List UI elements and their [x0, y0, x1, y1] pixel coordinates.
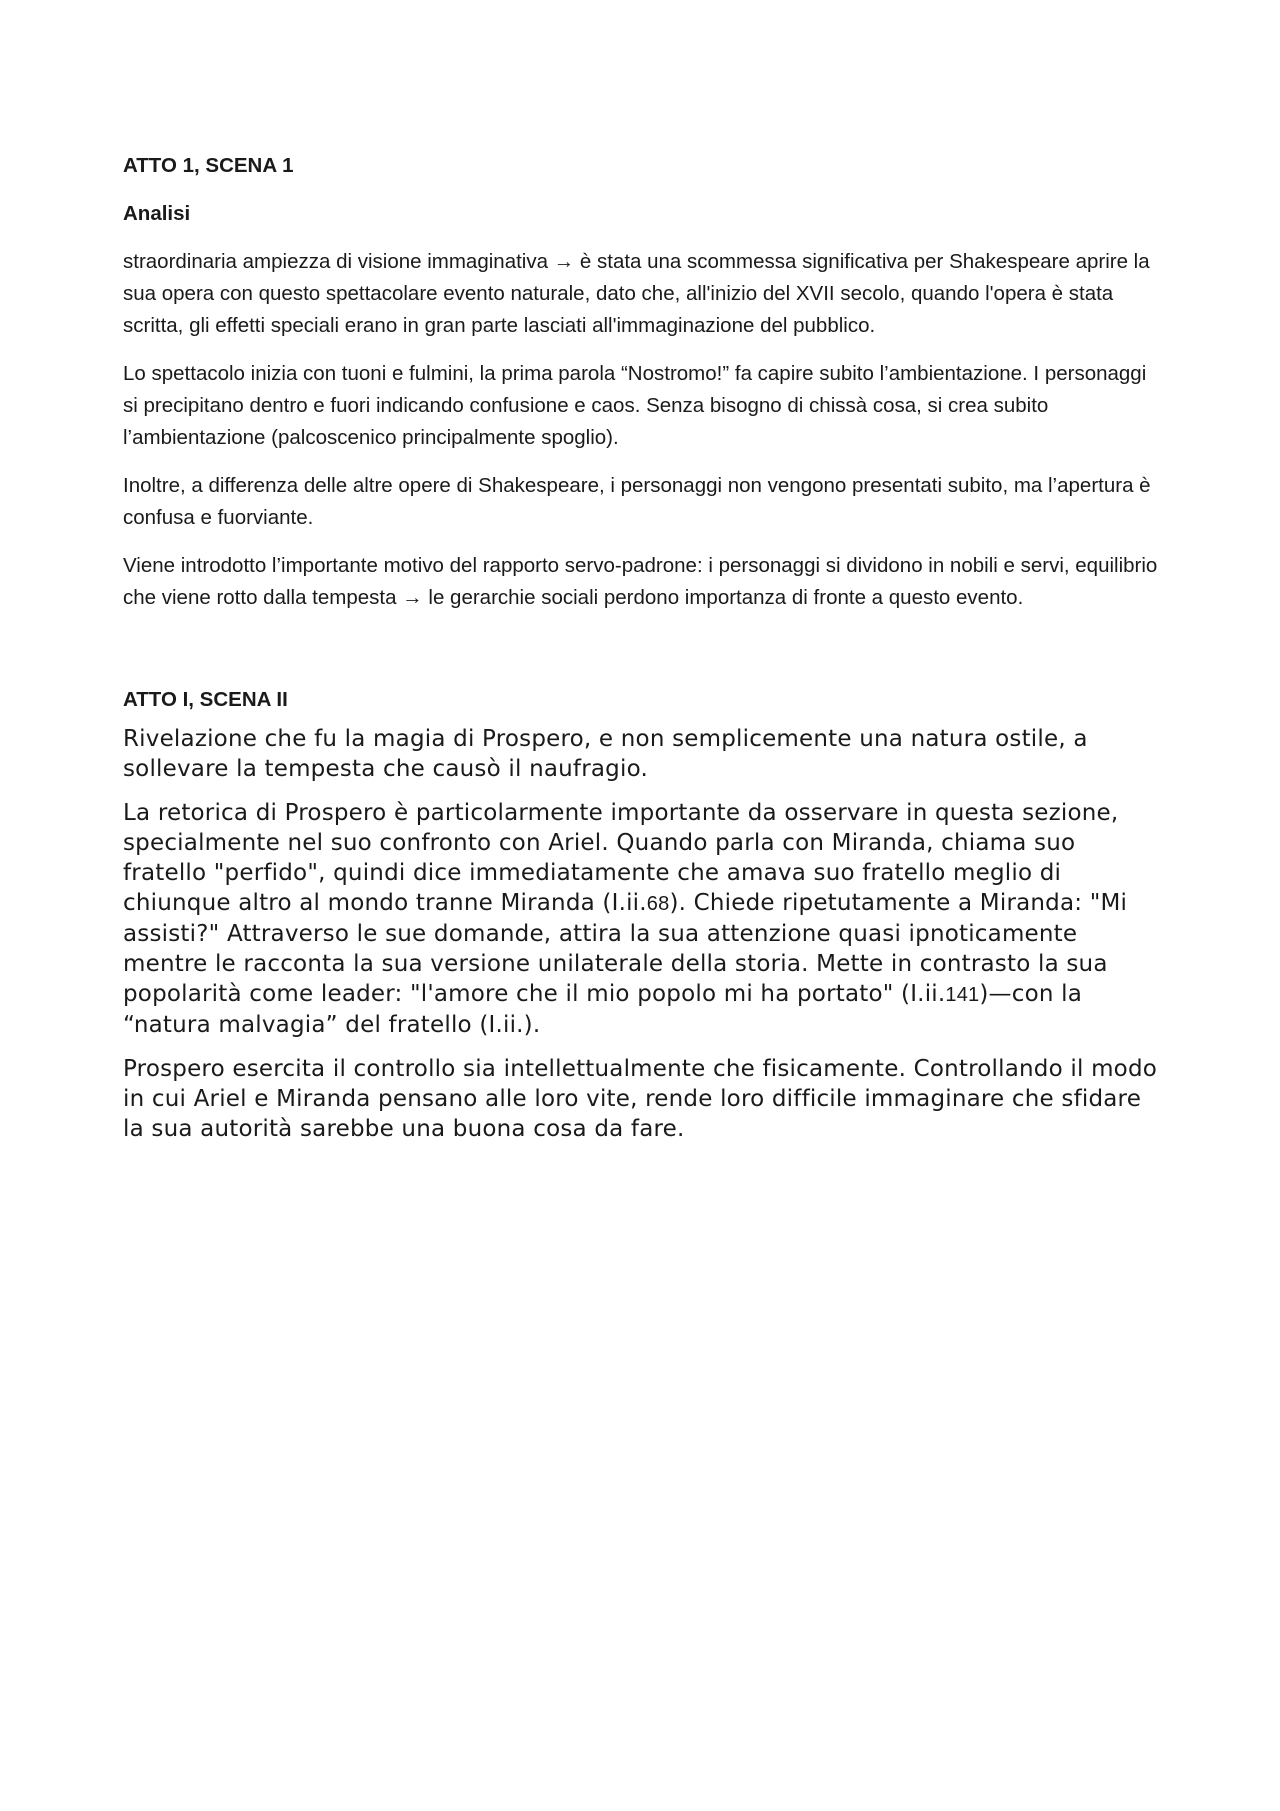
paragraph-text: Viene introdotto l’importante motivo del rapporto servo-padrone: i personaggi si dividono in nobili e servi, equilibrio che viene rotto dalla tempesta — [123, 554, 1158, 609]
paragraph: Lo spettacolo inizia con tuoni e fulmini, la prima parola “Nostromo!” fa capire subito l’ambientazione. I personaggi si precipitano dentro e fuori indicando confusione e caos. Senza bisogno di chissà cosa, si crea subito l’ambientazione (palcoscenico principalmente spoglio). — [123, 362, 1147, 449]
line-reference: 68 — [646, 893, 670, 915]
paragraph — [123, 550, 1163, 614]
arrow-right-icon: → — [402, 586, 423, 609]
document-page — [123, 150, 1163, 1158]
section-heading: ATTO I, SCENA II — [123, 688, 288, 711]
paragraph-text: è stata una scommessa significativa per Shakespeare aprire la sua opera con questo spettacolare evento naturale, dato che, all'inizio del XVII secolo, quando l'opera è stata scritta, gli effetti speciali erano in gran parte lasciati all'immaginazione del pubblico. — [123, 250, 1150, 337]
arrow-right-icon: → — [553, 250, 575, 273]
section-subheading: Analisi — [123, 202, 191, 225]
paragraph: Rivelazione che fu la magia di Prospero, e non semplicemente una natura ostile, a sollevare la tempesta che causò il naufragio. — [123, 726, 1088, 782]
paragraph-text: straordinaria ampiezza di visione immaginativa — [123, 250, 554, 273]
paragraph-text: )—con la “natura malvagia” del fratello (I.ii.). — [123, 981, 1083, 1038]
paragraph — [123, 246, 1163, 342]
section-atto-1-scena-1 — [123, 150, 1163, 614]
line-reference: 141 — [945, 984, 980, 1006]
paragraph: Prospero esercita il controllo sia intellettualmente che fisicamente. Controllando il modo in cui Ariel e Miranda pensano alle loro vite, rende loro difficile immaginare che sfidare la sua autorità sarebbe una buona cosa da fare. — [123, 1056, 1158, 1142]
paragraph-text: le gerarchie sociali perdono importanza di fronte a questo evento. — [422, 586, 1024, 609]
paragraph — [123, 798, 1163, 1040]
section-heading: ATTO 1, SCENA 1 — [123, 154, 294, 177]
paragraph: Inoltre, a differenza delle altre opere di Shakespeare, i personaggi non vengono presentati subito, ma l’apertura è confusa e fuorviante. — [123, 474, 1151, 529]
spacer — [123, 630, 1163, 684]
paragraph-text: ). Chiede ripetutamente a Miranda: "Mi assisti?" Attraverso le sue domande, attira la sua attenzione quasi ipnoticamente mentre le racconta la sua versione unilaterale della storia. Mette in contrasto la sua popolarità come leader: "l'amore che il mio popolo mi ha portato" (I.ii. — [123, 890, 1128, 1007]
section-atto-i-scena-ii — [123, 684, 1163, 1144]
paragraph-text: La retorica di Prospero è particolarmente importante da osservare in questa sezione, specialmente nel suo confronto con Ariel. Quando parla con Miranda, chiama suo fratello "perfido", quindi dice immediatamente che amava suo fratello meglio di chiunque altro al mondo tranne Miranda (I.ii. — [123, 800, 1119, 916]
